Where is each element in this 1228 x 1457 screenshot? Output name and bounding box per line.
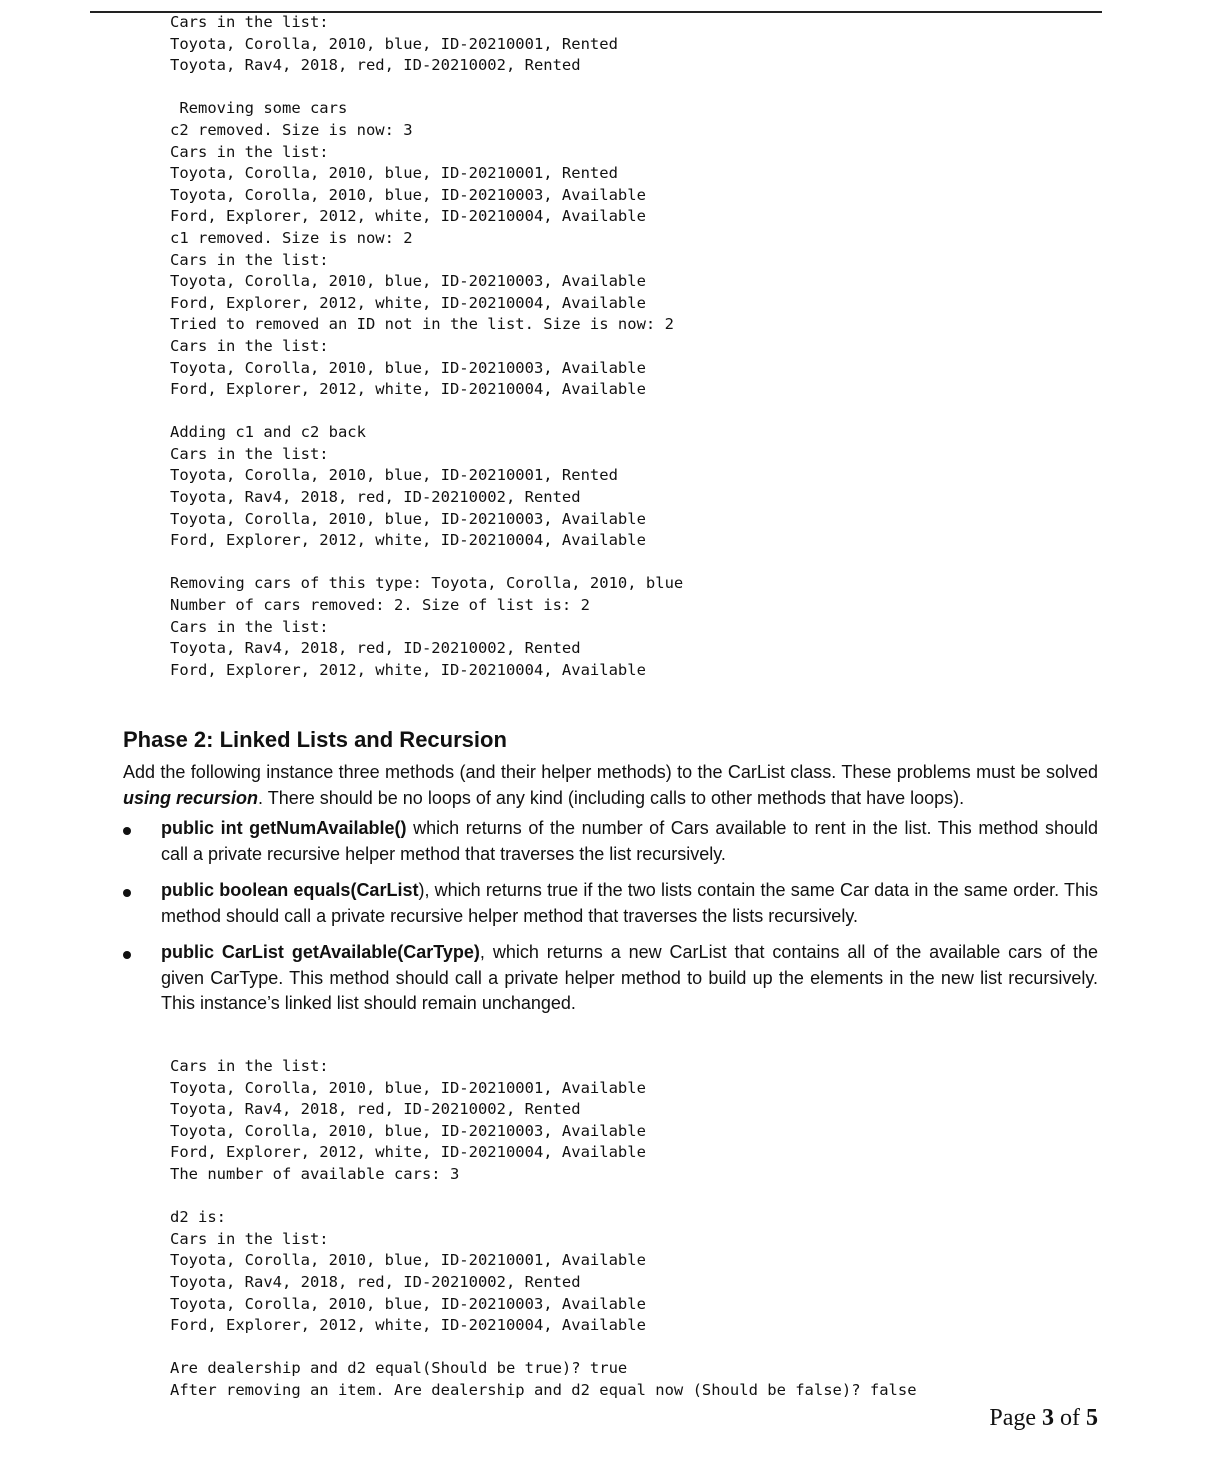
console-line: Ford, Explorer, 2012, white, ID-20210004, Available bbox=[170, 293, 646, 312]
page-word: Page bbox=[989, 1405, 1042, 1431]
console-line: Cars in the list: bbox=[170, 617, 329, 636]
console-line: Toyota, Corolla, 2010, blue, ID-20210001, Rented bbox=[170, 34, 618, 53]
console-line: Are dealership and d2 equal(Should be true)? true bbox=[170, 1359, 628, 1378]
console-line: c2 removed. Size is now: 3 bbox=[170, 120, 413, 139]
console-line: Toyota, Corolla, 2010, blue, ID-20210003, Available bbox=[170, 1294, 646, 1313]
console-line: Toyota, Rav4, 2018, red, ID-20210002, Rented bbox=[170, 639, 581, 658]
method-signature: public boolean equals(CarList bbox=[161, 880, 419, 900]
section-heading-phase-2: Phase 2: Linked Lists and Recursion bbox=[123, 727, 507, 752]
method-item-get-available bbox=[123, 940, 1098, 1017]
method-signature: public CarList getAvailable(CarType) bbox=[161, 942, 480, 962]
console-line: Ford, Explorer, 2012, white, ID-20210004, Available bbox=[170, 660, 646, 679]
console-line: Cars in the list: bbox=[170, 142, 329, 161]
intro-emphasis: using recursion bbox=[123, 788, 259, 808]
console-line: Ford, Explorer, 2012, white, ID-20210004, Available bbox=[170, 380, 646, 399]
console-line: c1 removed. Size is now: 2 bbox=[170, 228, 413, 247]
console-line bbox=[170, 1337, 917, 1359]
console-line: Adding c1 and c2 back bbox=[170, 423, 366, 442]
method-item-equals bbox=[123, 878, 1098, 929]
console-line: Ford, Explorer, 2012, white, ID-20210004, Available bbox=[170, 1316, 646, 1335]
console-line: Tried to removed an ID not in the list. Size is now: 2 bbox=[170, 315, 674, 334]
console-line: d2 is: bbox=[170, 1208, 226, 1227]
console-line: Cars in the list: bbox=[170, 336, 329, 355]
method-signature: public int getNumAvailable() bbox=[161, 818, 407, 838]
console-line: Removing cars of this type: Toyota, Corolla, 2010, blue bbox=[170, 574, 684, 593]
console-line: Toyota, Rav4, 2018, red, ID-20210002, Rented bbox=[170, 1272, 581, 1291]
page-number bbox=[989, 1405, 1098, 1432]
console-line bbox=[170, 552, 683, 574]
console-line: Toyota, Rav4, 2018, red, ID-20210002, Rented bbox=[170, 1100, 581, 1119]
of-word: of bbox=[1054, 1405, 1086, 1431]
console-line: Cars in the list: bbox=[170, 13, 329, 31]
current-page: 3 bbox=[1042, 1405, 1054, 1431]
total-pages: 5 bbox=[1086, 1405, 1098, 1431]
console-line: Toyota, Corolla, 2010, blue, ID-20210003, Available bbox=[170, 272, 646, 291]
console-line: Ford, Explorer, 2012, white, ID-20210004, Available bbox=[170, 531, 646, 550]
console-line: Toyota, Corolla, 2010, blue, ID-20210001, Rented bbox=[170, 466, 618, 485]
console-line: Toyota, Rav4, 2018, red, ID-20210002, Rented bbox=[170, 56, 581, 75]
console-line: Toyota, Corolla, 2010, blue, ID-20210001, Available bbox=[170, 1078, 646, 1097]
method-description: ), which returns true if the two lists contain the same Car data in the same order. This method should call a private recursive helper method that traverses the lists recursively. bbox=[161, 880, 1098, 926]
phase-2-intro bbox=[123, 759, 1098, 811]
console-line: Removing some cars bbox=[170, 99, 348, 118]
console-line: Cars in the list: bbox=[170, 444, 329, 463]
console-line: Ford, Explorer, 2012, white, ID-20210004, Available bbox=[170, 207, 646, 226]
console-line bbox=[170, 401, 683, 423]
console-line: Toyota, Corolla, 2010, blue, ID-20210003, Available bbox=[170, 509, 646, 528]
console-line bbox=[170, 1186, 917, 1208]
console-line: The number of available cars: 3 bbox=[170, 1164, 460, 1183]
bullet-icon bbox=[123, 827, 131, 835]
console-line: After removing an item. Are dealership and d2 equal now (Should be false)? false bbox=[170, 1380, 917, 1399]
console-line: Ford, Explorer, 2012, white, ID-20210004, Available bbox=[170, 1143, 646, 1162]
method-description: which returns of the number of Cars available to rent in the list. This method should call a private recursive helper method that traverses the list recursively. bbox=[161, 818, 1098, 864]
console-line: Toyota, Corolla, 2010, blue, ID-20210001, Rented bbox=[170, 164, 618, 183]
console-line: Toyota, Corolla, 2010, blue, ID-20210003, Available bbox=[170, 185, 646, 204]
console-line: Toyota, Corolla, 2010, blue, ID-20210003, Available bbox=[170, 1121, 646, 1140]
bullet-icon bbox=[123, 951, 131, 959]
intro-text-end: . There should be no loops of any kind (including calls to other methods that have loops). bbox=[258, 788, 965, 808]
method-list bbox=[123, 816, 1098, 1028]
console-line: Cars in the list: bbox=[170, 250, 329, 269]
intro-text-start: Add the following instance three methods (and their helper methods) to the CarList class. These problems must be solved bbox=[123, 762, 1098, 782]
method-item-get-num-available bbox=[123, 816, 1098, 867]
console-output-block-1 bbox=[170, 12, 683, 681]
console-line: Toyota, Corolla, 2010, blue, ID-20210001, Available bbox=[170, 1251, 646, 1270]
console-line: Number of cars removed: 2. Size of list is: 2 bbox=[170, 596, 590, 615]
console-line: Toyota, Corolla, 2010, blue, ID-20210003, Available bbox=[170, 358, 646, 377]
console-output-block-2 bbox=[170, 1056, 917, 1402]
console-line: Cars in the list: bbox=[170, 1229, 329, 1248]
method-description: , which returns a new CarList that contains all of the available cars of the given CarType. This method should call a private helper method to build up the elements in the new list recursively. This instance’s linked list should remain unchanged. bbox=[161, 942, 1098, 1013]
bullet-icon bbox=[123, 889, 131, 897]
console-line: Toyota, Rav4, 2018, red, ID-20210002, Rented bbox=[170, 488, 581, 507]
console-line: Cars in the list: bbox=[170, 1057, 329, 1075]
console-line bbox=[170, 77, 683, 99]
